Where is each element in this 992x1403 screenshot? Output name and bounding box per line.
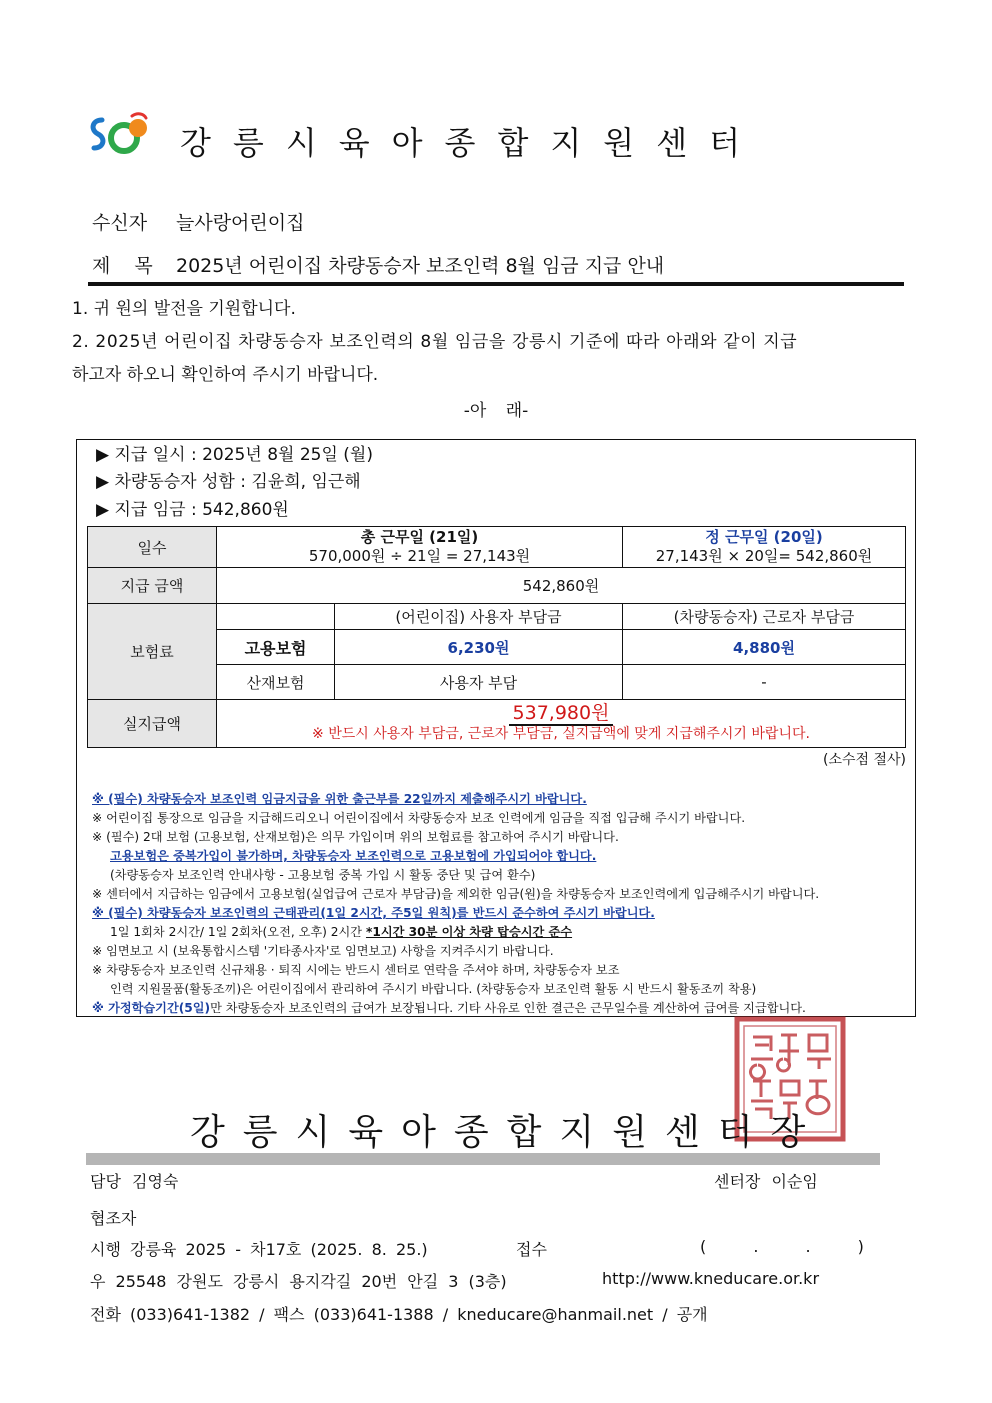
actual-days-calc: 27,143원 × 20일= 542,860원 [655,547,873,565]
net-pay-note: ※ 반드시 사용자 부담금, 근로자 부담금, 실지급액에 맞게 지급해주시기 바랍니다. [312,726,810,742]
table-row [88,527,906,568]
net-pay-cell [217,700,906,748]
note-bank-account: ※ 어린이집 통장으로 임금을 지급해드리오니 어린이집에서 차량동승자 보조 인력에게 임금을 직접 입금해 주시기 바랍니다. [92,811,746,825]
recipient-label: 수신자 [92,212,148,234]
notes-section [92,790,912,1018]
recipient: 늘사랑어린이집 [176,212,305,234]
total-days-cell [217,527,623,568]
header-divider [88,282,904,286]
paragraph-1: 1. 귀 원의 발전을 기원합니다. [72,299,296,319]
note-deduction: ※ 센터에서 지급하는 임금에서 고용보험(실업급여 근로자 부담금)을 제외한 임금(원)을 차량동승자 보조인력에게 입금해주시기 바랍니다. [92,887,820,901]
note-home-learning: ※ 가정학습기간(5일)만 차량동승자 보조인력의 급여가 보장됩니다. 기타 사유로 인한 결근은 근무일수를 계산하여 급여를 지급합니다. [92,1001,806,1015]
note-insurance: ※ (필수) 2대 보험 (고용보험, 산재보험)은 의무 가입이며 위의 보험료를 참고하여 주시기 바랍니다. [92,830,619,844]
note-attendance-rule: ※ (필수) 차량동승자 보조인력의 근태관리(1일 2시간, 주5일 원칙)를 반드시 준수하여 주시기 바랍니다. [92,906,655,920]
footer-divider [86,1153,880,1165]
table-row [88,700,906,748]
employer-header: (어린이집) 사용자 부담금 [335,604,623,630]
net-pay-value: 537,980원 [509,702,614,726]
org-title: 강릉시육아종합지원센터 [180,124,763,162]
subject: 2025년 어린이집 차량동승자 보조인력 8월 임금 지급 안내 [176,255,665,277]
rounding-note: (소수점 절사) [823,752,906,768]
bullet-pay-amount: ▶ 지급 임금 : 542,860원 [96,500,289,520]
net-pay-label: 실지급액 [88,700,217,748]
note-appointment-report: ※ 임면보고 시 (보육통합시스템 '기타종사자'로 임면보고) 사항을 지켜주시기 바랍니다. [92,944,554,958]
accident-employer-share: 사용자 부담 [335,665,623,700]
employee-header: (차량동승자) 근로자 부담금 [623,604,906,630]
note-hiring: ※ 차량동승자 보조인력 신규채용 · 퇴직 시에는 반드시 센터로 연락을 주셔야 하며, 차량동승자 보조 [92,963,620,977]
blank-cell [217,604,335,630]
table-row [88,568,906,604]
actual-days-cell [623,527,906,568]
total-days-title: 총 근무일 (21일) [360,528,479,546]
contact-info: 전화 (033)641-1382 / 팩스 (033)641-1388 / kneducare@hanmail.net / 공개 [90,1305,708,1324]
paragraph-2b: 하고자 하오니 확인하여 주시기 바랍니다. [72,365,379,385]
bullet-pay-date: ▶ 지급 일시 : 2025년 8월 25일 (월) [96,445,373,465]
pay-label: 지급 금액 [88,568,217,604]
actual-days-title: 정 근무일 (20일) [705,528,823,546]
address: 우 25548 강원도 강릉시 용지각길 20번 안길 3 (3층) [90,1272,507,1291]
note-insurance-guidance: (차량동승자 보조인력 안내사항 - 고용보험 중복 가입 시 활동 중단 및 급여 환수) [110,868,536,882]
accident-employee-share: - [623,665,906,700]
insurance-label: 보험료 [88,604,217,700]
note-attendance: ※ (필수) 차량동승자 보조인력 임금지급을 위한 출근부를 22일까지 제출해주시기 바랍니다. [92,792,587,806]
subject-row [92,251,664,278]
employment-insurance-label: 고용보험 [217,630,335,665]
days-label: 일수 [88,527,217,568]
employment-employer-share: 6,230원 [335,630,623,665]
center-logo-icon [88,112,152,160]
signatory: 강릉시육아종합지원센터장 [190,1112,824,1153]
employment-employee-share: 4,880원 [623,630,906,665]
paragraph-2a: 2. 2025년 어린이집 차량동승자 보조인력의 8월 임금을 강릉시 기준에 따라 아래와 같이 지급 [72,332,798,352]
table-row [88,604,906,630]
cooperator: 협조자 [90,1209,137,1228]
recipient-row [92,208,304,235]
subject-label: 제 목 [92,255,153,277]
enforcement-info: 시행 강릉육 2025 - 차17호 (2025. 8. 25.) [90,1240,428,1259]
section-label: -아 래- [463,401,529,421]
note-schedule: 1일 1회차 2시간/ 1일 2회차(오전, 오후) 2시간 *1시간 30분 이상 차량 탑승시간 준수 [110,925,573,939]
bullet-assistant-names: ▶ 차량동승자 성함 : 김윤희, 임근해 [96,472,361,492]
total-days-calc: 570,000원 ÷ 21일 = 27,143원 [308,547,531,565]
note-vest: 인력 지원물품(활동조끼)은 어린이집에서 관리하여 주시기 바랍니다. (차량동승자 보조인력 활동 시 반드시 활동조끼 착용) [110,982,757,996]
receipt-date: ( . . ) [700,1237,864,1256]
pay-value: 542,860원 [217,568,906,604]
accident-insurance-label: 산재보험 [217,665,335,700]
manager: 담당 김영숙 [90,1172,179,1191]
receipt-label: 접수 [516,1240,547,1259]
director: 센터장 이순임 [714,1172,818,1191]
note-insurance-duplicate: 고용보험은 중복가입이 불가하며, 차량동승자 보조인력으로 고용보험에 가입되어야 합니다. [110,849,597,863]
website-link[interactable]: http://www.kneducare.or.kr [602,1269,820,1288]
wage-table [87,526,906,748]
